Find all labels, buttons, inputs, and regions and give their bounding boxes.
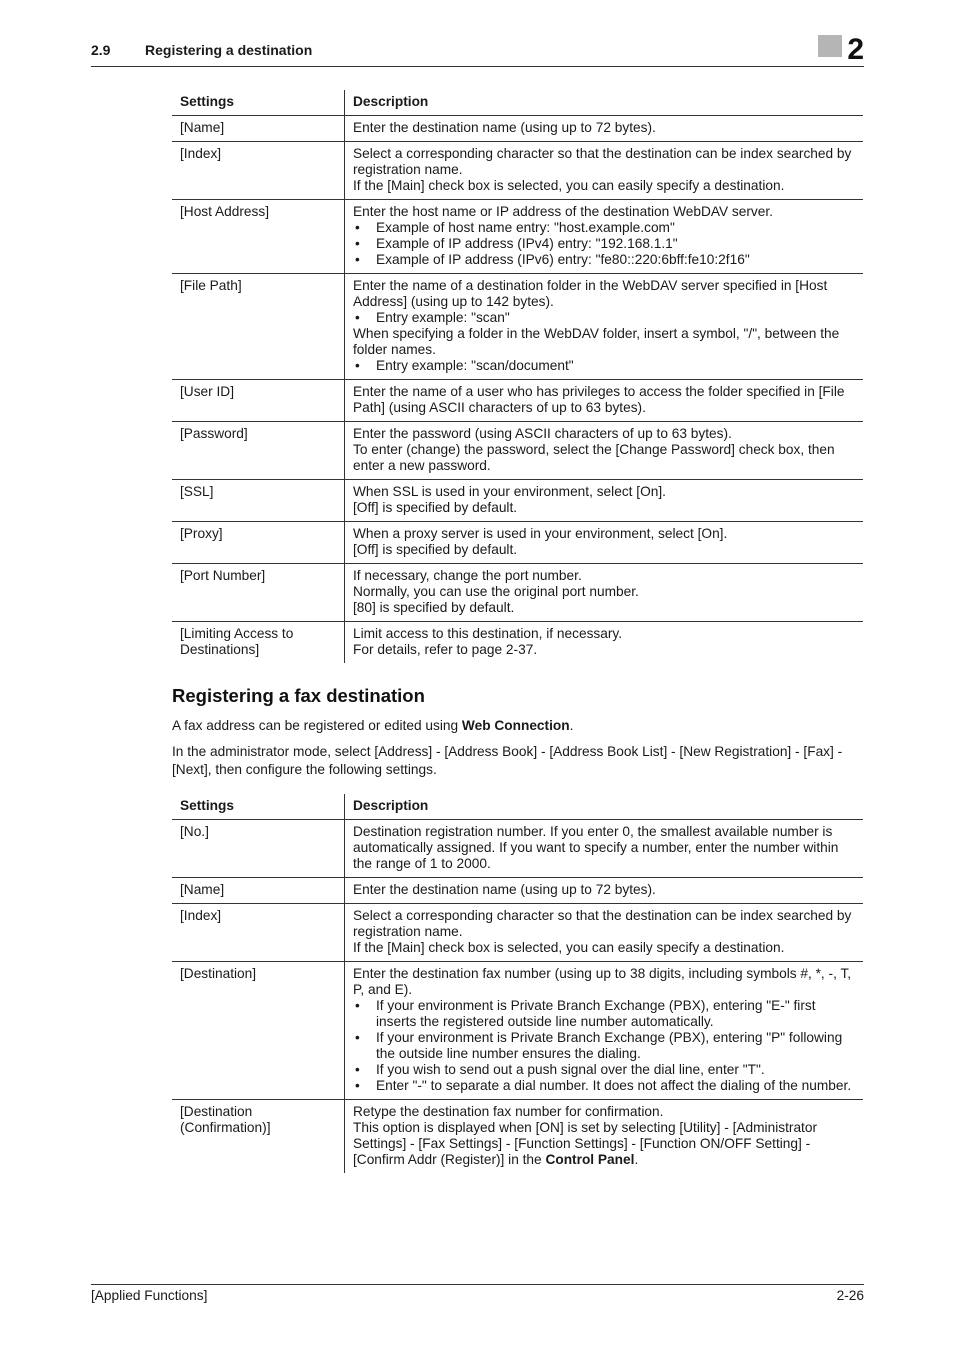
description-column-header: Description bbox=[345, 794, 864, 820]
table-row bbox=[172, 480, 863, 522]
line-text: Limit access to this destination, if necessary. bbox=[353, 626, 623, 641]
description-cell bbox=[345, 480, 864, 522]
line-text: Entry example: "scan" bbox=[376, 310, 510, 325]
bold-term: Control Panel bbox=[545, 1152, 635, 1167]
chapter-tab bbox=[818, 35, 842, 57]
bullet-item bbox=[353, 220, 855, 236]
description-cell bbox=[345, 564, 864, 622]
table-header-row bbox=[172, 794, 863, 820]
table-row bbox=[172, 116, 863, 142]
line-text: Enter "-" to separate a dial number. It does not affect the dialing of the number. bbox=[376, 1078, 852, 1093]
setting-name-cell: [No.] bbox=[172, 820, 345, 878]
setting-name-cell: [File Path] bbox=[172, 274, 345, 380]
description-line bbox=[353, 178, 855, 194]
line-text: Enter the destination fax number (using up to 38 digits, including symbols #, *, -, T, P, and E). bbox=[353, 966, 852, 997]
intro-suffix: . bbox=[569, 718, 574, 733]
line-text: Enter the destination name (using up to 72 bytes). bbox=[353, 882, 656, 897]
description-cell bbox=[345, 1100, 864, 1174]
line-text: Enter the host name or IP address of the destination WebDAV server. bbox=[353, 204, 773, 219]
bullet-item bbox=[353, 1030, 855, 1062]
description-line bbox=[353, 940, 855, 956]
description-line bbox=[353, 542, 855, 558]
description-line bbox=[353, 568, 855, 584]
description-cell bbox=[345, 904, 864, 962]
line-text: Example of host name entry: "host.example.com" bbox=[376, 220, 675, 235]
description-line bbox=[353, 442, 855, 474]
section-number: 2.9 bbox=[91, 42, 111, 58]
chapter-number: 2 bbox=[847, 33, 864, 66]
table-row bbox=[172, 622, 863, 664]
setting-name-cell: [User ID] bbox=[172, 380, 345, 422]
line-text: Destination registration number. If you enter 0, the smallest available number is automatically assigned. If you want to specify a number, enter the number within the range of 1 to 2000. bbox=[353, 824, 839, 871]
description-cell bbox=[345, 422, 864, 480]
setting-name-cell: [SSL] bbox=[172, 480, 345, 522]
setting-name-cell: [Destination] bbox=[172, 962, 345, 1100]
setting-name-cell: [Destination (Confirmation)] bbox=[172, 1100, 345, 1174]
description-cell bbox=[345, 522, 864, 564]
section-title: Registering a destination bbox=[145, 42, 313, 58]
description-line bbox=[353, 642, 855, 658]
setting-name-cell: [Name] bbox=[172, 116, 345, 142]
description-line bbox=[353, 908, 855, 940]
description-cell bbox=[345, 116, 864, 142]
line-suffix: . bbox=[634, 1152, 639, 1167]
description-line bbox=[353, 600, 855, 616]
description-line bbox=[353, 500, 855, 516]
setting-name-cell: [Index] bbox=[172, 904, 345, 962]
settings-column-header: Settings bbox=[172, 794, 345, 820]
bullet-item bbox=[353, 252, 855, 268]
table-row bbox=[172, 380, 863, 422]
line-text: When a proxy server is used in your environment, select [On]. bbox=[353, 526, 728, 541]
line-text: Enter the name of a destination folder in the WebDAV server specified in [Host Address] (using up to 142 bytes). bbox=[353, 278, 828, 309]
line-text: [Off] is specified by default. bbox=[353, 542, 518, 557]
description-line bbox=[353, 626, 855, 642]
bullet-item bbox=[353, 236, 855, 252]
bullet-item bbox=[353, 1062, 855, 1078]
table-row bbox=[172, 200, 863, 274]
table-row bbox=[172, 522, 863, 564]
table-row bbox=[172, 820, 863, 878]
description-line bbox=[353, 278, 855, 310]
line-text: Enter the name of a user who has privileges to access the folder specified in [File Path] (using ASCII characters of up to 63 bytes). bbox=[353, 384, 845, 415]
description-line bbox=[353, 426, 855, 442]
description-cell bbox=[345, 878, 864, 904]
line-text: Enter the password (using ASCII characters of up to 63 bytes). bbox=[353, 426, 732, 441]
description-line bbox=[353, 204, 855, 220]
line-text: If necessary, change the port number. bbox=[353, 568, 582, 583]
description-line bbox=[353, 584, 855, 600]
line-text: If you wish to send out a push signal over the dial line, enter "T". bbox=[376, 1062, 765, 1077]
line-text: Normally, you can use the original port number. bbox=[353, 584, 639, 599]
description-line bbox=[353, 882, 855, 898]
fax-instructions-paragraph: In the administrator mode, select [Address] - [Address Book] - [Address Book List] - [New Registration] - [Fax] - [Next], then configure the following settings. bbox=[172, 744, 843, 777]
table-row bbox=[172, 1100, 863, 1174]
webdav-settings-table bbox=[172, 90, 863, 663]
intro-text: A fax address can be registered or edited using bbox=[172, 718, 462, 733]
line-text: If your environment is Private Branch Exchange (PBX), entering "P" following the outside line number ensures the dialing. bbox=[376, 1030, 843, 1061]
line-text: Select a corresponding character so that the destination can be index searched by registration name. bbox=[353, 146, 852, 177]
line-text: This option is displayed when [ON] is set by selecting [Utility] - [Administrator Settings] - [Fax Settings] - [Function Settings] - [Function ON/OFF Setting] - [Confirm Addr (Register)] in the bbox=[353, 1120, 818, 1167]
description-line bbox=[353, 120, 855, 136]
page-header bbox=[91, 33, 864, 67]
setting-name-cell: [Index] bbox=[172, 142, 345, 200]
line-text: For details, refer to page 2-37. bbox=[353, 642, 538, 657]
description-line bbox=[353, 484, 855, 500]
setting-name-cell: [Host Address] bbox=[172, 200, 345, 274]
table-header-row bbox=[172, 90, 863, 116]
table-row bbox=[172, 962, 863, 1100]
description-cell bbox=[345, 622, 864, 664]
table-row bbox=[172, 274, 863, 380]
bullet-item bbox=[353, 1078, 855, 1094]
table-row bbox=[172, 422, 863, 480]
page-number: 2-26 bbox=[836, 1288, 864, 1303]
line-text: [Off] is specified by default. bbox=[353, 500, 518, 515]
description-cell bbox=[345, 274, 864, 380]
table-row bbox=[172, 564, 863, 622]
line-text: Retype the destination fax number for confirmation. bbox=[353, 1104, 664, 1119]
description-cell bbox=[345, 142, 864, 200]
setting-name-cell: [Port Number] bbox=[172, 564, 345, 622]
bullet-item bbox=[353, 998, 855, 1030]
bullet-item bbox=[353, 358, 855, 374]
description-line bbox=[353, 824, 855, 872]
table-row bbox=[172, 878, 863, 904]
bullet-item bbox=[353, 310, 855, 326]
line-text: If the [Main] check box is selected, you can easily specify a destination. bbox=[353, 178, 785, 193]
line-text: Select a corresponding character so that the destination can be index searched by registration name. bbox=[353, 908, 852, 939]
line-text: Enter the destination name (using up to 72 bytes). bbox=[353, 120, 656, 135]
table-row bbox=[172, 142, 863, 200]
line-text: When specifying a folder in the WebDAV folder, insert a symbol, "/", between the folder names. bbox=[353, 326, 840, 357]
description-line bbox=[353, 526, 855, 542]
description-line bbox=[353, 966, 855, 998]
description-column-header: Description bbox=[345, 90, 864, 116]
footer-book-title: [Applied Functions] bbox=[91, 1288, 208, 1303]
line-text: Example of IP address (IPv6) entry: "fe80::220:6bff:fe10:2f16" bbox=[376, 252, 750, 267]
line-text: Example of IP address (IPv4) entry: "192.168.1.1" bbox=[376, 236, 678, 251]
fax-settings-table bbox=[172, 794, 863, 1173]
description-cell bbox=[345, 820, 864, 878]
line-text: When SSL is used in your environment, select [On]. bbox=[353, 484, 666, 499]
line-text: Entry example: "scan/document" bbox=[376, 358, 574, 373]
setting-name-cell: [Limiting Access to Destinations] bbox=[172, 622, 345, 664]
setting-name-cell: [Name] bbox=[172, 878, 345, 904]
description-line bbox=[353, 1120, 855, 1168]
description-line bbox=[353, 1104, 855, 1120]
line-text: If the [Main] check box is selected, you can easily specify a destination. bbox=[353, 940, 785, 955]
page-footer bbox=[91, 1284, 864, 1303]
fax-section-heading: Registering a fax destination bbox=[172, 685, 425, 706]
setting-name-cell: [Password] bbox=[172, 422, 345, 480]
fax-intro-paragraph bbox=[172, 717, 864, 735]
settings-column-header: Settings bbox=[172, 90, 345, 116]
line-text: If your environment is Private Branch Exchange (PBX), entering "E-" first inserts the registered outside line number automatically. bbox=[376, 998, 816, 1029]
description-line bbox=[353, 326, 855, 358]
description-line bbox=[353, 146, 855, 178]
setting-name-cell: [Proxy] bbox=[172, 522, 345, 564]
description-cell bbox=[345, 200, 864, 274]
description-line bbox=[353, 384, 855, 416]
web-connection-term: Web Connection bbox=[461, 718, 570, 733]
line-text: To enter (change) the password, select the [Change Password] check box, then enter a new password. bbox=[353, 442, 835, 473]
description-cell bbox=[345, 380, 864, 422]
table-row bbox=[172, 904, 863, 962]
description-cell bbox=[345, 962, 864, 1100]
line-text: [80] is specified by default. bbox=[353, 600, 515, 615]
